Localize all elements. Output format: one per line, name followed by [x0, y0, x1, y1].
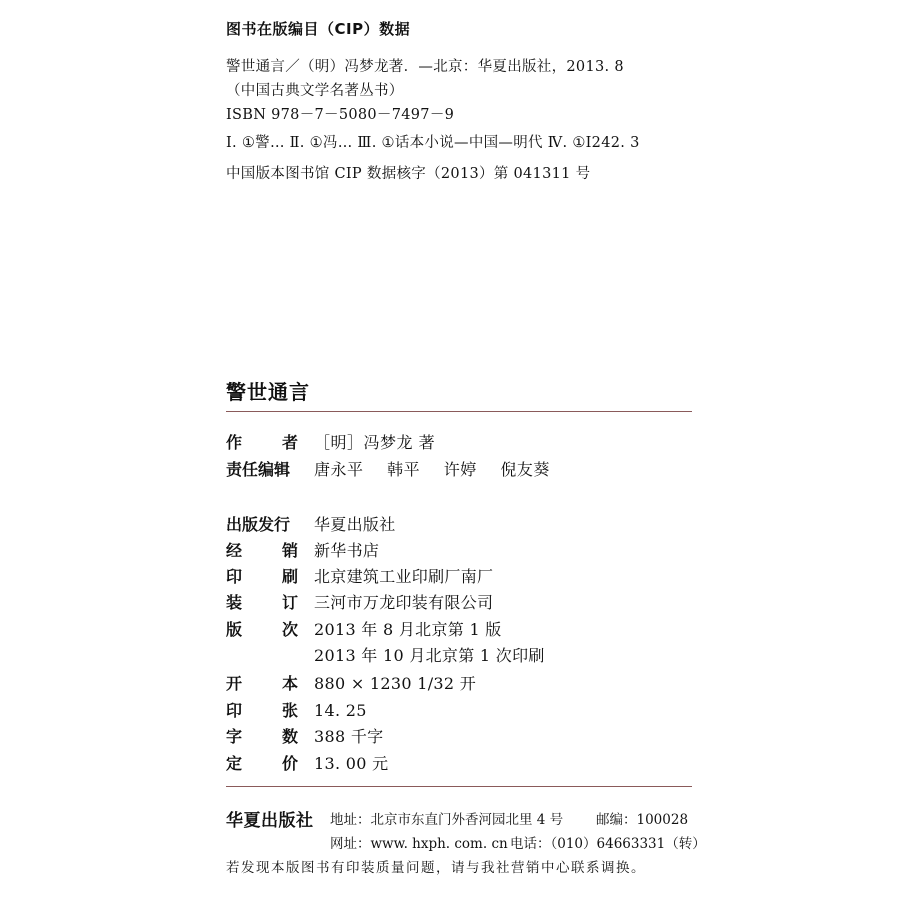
detail-value: 三河市万龙印装有限公司 — [314, 593, 494, 612]
detail-label: 印 刷 — [226, 567, 298, 586]
detail-value: 北京建筑工业印刷厂南厂 — [314, 567, 494, 586]
detail-label: 版 次 — [226, 620, 298, 639]
detail-value: 2013 年 10 月北京第 1 次印刷 — [314, 646, 545, 665]
publisher-address: 地址：北京市东直门外香河园北里 4 号 — [330, 812, 564, 828]
detail-label: 出版发行 — [226, 515, 291, 534]
detail-value: 388 千字 — [314, 727, 384, 746]
detail-row-printing — [226, 643, 545, 667]
detail-value: 华夏出版社 — [314, 515, 396, 534]
detail-label: 印 张 — [226, 701, 298, 720]
detail-label: 字 数 — [226, 727, 298, 746]
publisher-postcode: 邮编：100028 — [596, 812, 689, 828]
editor-label: 责任编辑 — [226, 460, 291, 479]
detail-row-distributor — [226, 538, 379, 562]
detail-row-publisher — [226, 512, 396, 536]
detail-label: 定 价 — [226, 754, 298, 773]
editor-name: 倪友葵 — [500, 460, 550, 479]
detail-value: 14. 25 — [314, 701, 367, 720]
footer-divider — [226, 786, 692, 787]
detail-value: 2013 年 8 月北京第 1 版 — [314, 620, 502, 639]
publisher-phone: 电话：（010）64663331（转） — [510, 836, 706, 852]
detail-row-word-count — [226, 724, 383, 748]
publisher-website: 网址：www. hxph. com. cn — [330, 836, 508, 852]
quality-notice: 若发现本版图书有印装质量问题，请与我社营销中心联系调换。 — [226, 860, 646, 876]
editor-name: 唐永平 — [314, 460, 364, 479]
cip-line-3: ISBN 978－7－5080－7497－9 — [226, 107, 455, 123]
author-label: 作 者 — [226, 433, 298, 452]
publisher-name: 华夏出版社 — [226, 811, 314, 831]
editor-name: 许婷 — [443, 460, 477, 479]
detail-label: 经 销 — [226, 541, 298, 560]
cip-line-4: Ⅰ. ①警… Ⅱ. ①冯… Ⅲ. ①话本小说—中国—明代 Ⅳ. ①I242. 3 — [226, 135, 640, 151]
detail-value: 880 × 1230 1/32 开 — [314, 674, 477, 693]
credit-author-row — [226, 430, 435, 452]
detail-row-binder — [226, 590, 493, 614]
editor-list — [314, 457, 568, 480]
detail-row-sheets — [226, 698, 367, 722]
detail-row-edition — [226, 617, 502, 641]
detail-row-printer — [226, 564, 493, 588]
detail-row-price — [226, 751, 388, 775]
detail-row-format — [226, 671, 476, 695]
editor-name: 韩平 — [387, 460, 421, 479]
detail-label: 开 本 — [226, 674, 298, 693]
cip-line-2: （中国古典文学名著丛书） — [226, 83, 404, 99]
cip-line-5: 中国版本图书馆 CIP 数据核字（2013）第 041311 号 — [226, 166, 591, 182]
book-title: 警世通言 — [226, 380, 310, 404]
credit-editor-row — [226, 457, 568, 479]
cip-line-1: 警世通言／（明）冯梦龙著．—北京：华夏出版社，2013. 8 — [226, 59, 624, 75]
title-divider — [226, 411, 692, 412]
detail-value: 13. 00 元 — [314, 754, 389, 773]
author-value: ［明］冯梦龙 著 — [314, 433, 436, 452]
detail-label: 装 订 — [226, 593, 298, 612]
cip-heading: 图书在版编目（CIP）数据 — [226, 20, 411, 38]
detail-value: 新华书店 — [314, 541, 380, 560]
